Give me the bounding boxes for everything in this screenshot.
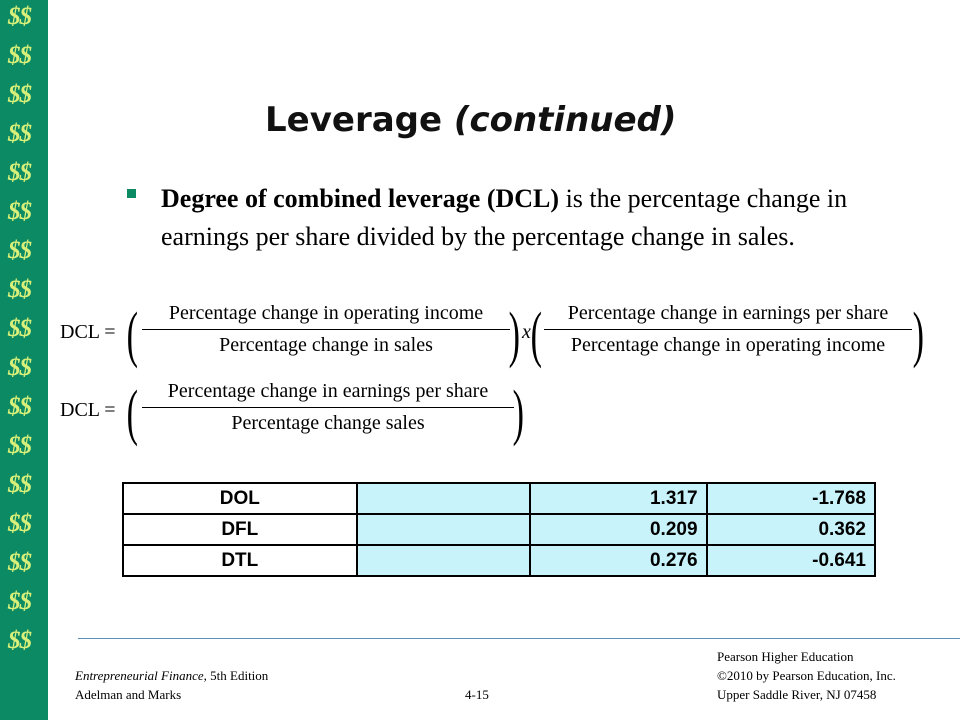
dollar-sign-label: $$	[8, 510, 31, 537]
fraction-numerator: Percentage change in operating income	[168, 302, 484, 324]
fraction-numerator: Percentage change in earnings per share	[167, 380, 489, 402]
page-number: 4-15	[465, 687, 489, 702]
value-cell: -1.768	[707, 483, 875, 514]
fraction-denominator: Percentage change sales	[231, 412, 425, 434]
row-label-cell: DFL	[123, 514, 357, 545]
fraction-denominator: Percentage change in operating income	[570, 334, 886, 356]
table-row	[123, 514, 875, 545]
left-paren-icon: (	[530, 301, 543, 369]
dollar-sign-label: $$	[8, 393, 31, 420]
footer-book-title: Entrepreneurial Finance,	[75, 668, 207, 683]
table-body	[123, 483, 875, 576]
value-cell: 0.362	[707, 514, 875, 545]
table-row	[123, 545, 875, 576]
value-cell: 0.209	[530, 514, 706, 545]
formula-lhs: DCL =	[60, 399, 116, 421]
row-label-cell: DTL	[123, 545, 357, 576]
fraction-operating-over-sales	[142, 302, 510, 357]
fraction-eps-over-operating	[544, 302, 912, 357]
dollar-sign-label: $$	[8, 627, 31, 654]
dollar-sign-strip	[0, 0, 48, 720]
publisher-line-3: Upper Saddle River, NJ 07458	[717, 687, 877, 702]
footer-authors: Adelman and Marks	[75, 687, 182, 702]
right-paren-icon: )	[508, 301, 521, 369]
formula-dcl-product	[60, 301, 930, 369]
square-bullet-icon	[127, 189, 136, 198]
left-paren-icon: (	[126, 379, 139, 447]
dollar-sign-label: $$	[8, 471, 31, 498]
fraction-numerator: Percentage change in earnings per share	[567, 302, 889, 324]
slide-title	[265, 100, 725, 140]
bullet-text	[161, 180, 861, 256]
left-paren-icon: (	[126, 301, 139, 369]
footer-citation	[75, 666, 268, 704]
blank-cell	[357, 483, 530, 514]
dollar-sign-label: $$	[8, 315, 31, 342]
bullet-term: Degree of combined leverage (DCL)	[161, 184, 560, 213]
dollar-sign-label: $$	[8, 432, 31, 459]
footer-divider	[78, 638, 960, 639]
footer-publisher	[717, 647, 896, 704]
publisher-line-2: ©2010 by Pearson Education, Inc.	[717, 668, 896, 683]
dollar-sign-label: $$	[8, 159, 31, 186]
dollar-sign-label: $$	[8, 354, 31, 381]
dollar-sign-label: $$	[8, 120, 31, 147]
dollar-sign-label: $$	[8, 588, 31, 615]
right-paren-icon: )	[512, 379, 525, 447]
right-paren-icon: )	[912, 301, 925, 369]
value-cell: 0.276	[530, 545, 706, 576]
blank-cell	[357, 514, 530, 545]
dollar-sign-label: $$	[8, 276, 31, 303]
leverage-results-table	[122, 482, 876, 577]
dollar-sign-label: $$	[8, 81, 31, 108]
multiply-sign: x	[522, 321, 531, 343]
row-label-cell: DOL	[123, 483, 357, 514]
table-row	[123, 483, 875, 514]
dollar-sign-label: $$	[8, 42, 31, 69]
bullet-definition: is the percentage change in earnings per share divided by the percentage change in sales.	[161, 184, 848, 251]
formula-dcl-ratio	[60, 379, 530, 447]
value-cell: 1.317	[530, 483, 706, 514]
title-subtitle: (continued)	[453, 100, 677, 140]
dollar-sign-label: $$	[8, 198, 31, 225]
publisher-line-1: Pearson Higher Education	[717, 649, 854, 664]
formula-lhs: DCL =	[60, 321, 116, 343]
dollar-sign-label: $$	[8, 3, 31, 30]
blank-cell	[357, 545, 530, 576]
dollar-sign-label: $$	[8, 237, 31, 264]
value-cell: -0.641	[707, 545, 875, 576]
footer-edition: 5th Edition	[206, 668, 269, 683]
title-main: Leverage	[265, 100, 454, 140]
fraction-eps-over-sales	[142, 380, 514, 435]
dollar-sign-label: $$	[8, 549, 31, 576]
footer-book-line	[75, 666, 268, 685]
fraction-denominator: Percentage change in sales	[219, 334, 433, 356]
